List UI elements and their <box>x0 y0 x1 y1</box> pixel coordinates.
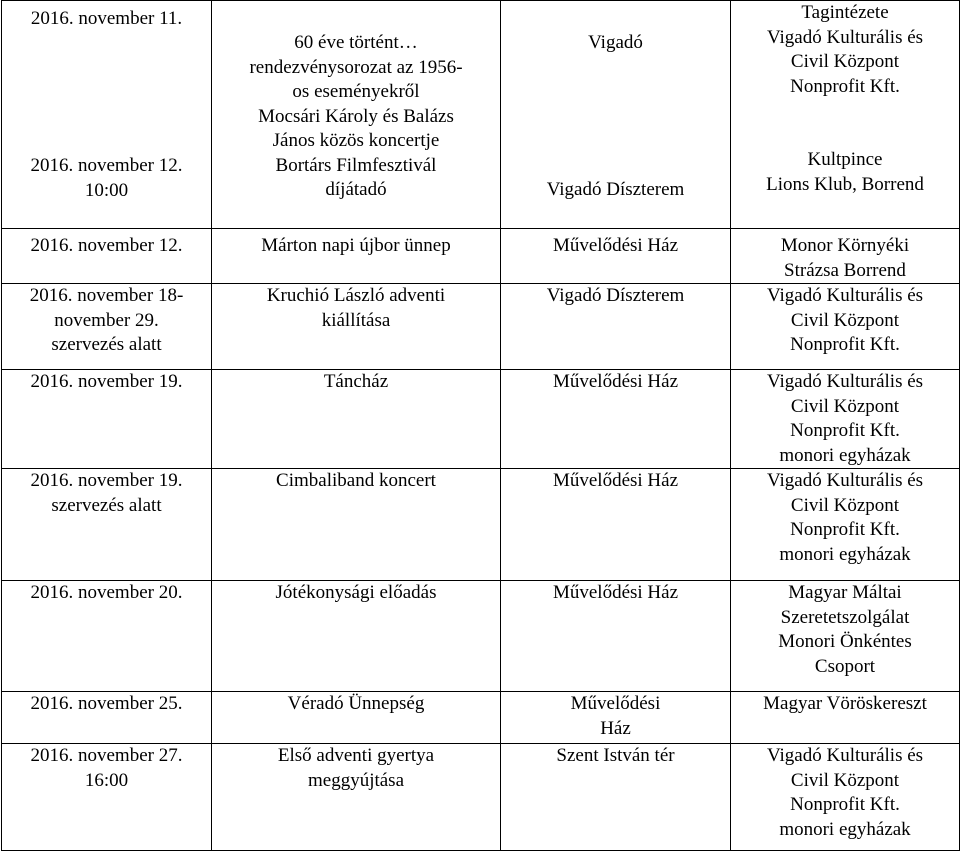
organizer-line: Kultpince <box>807 149 883 170</box>
cell-event <box>212 692 501 744</box>
venue-line <box>504 105 727 130</box>
organizer-line: monori egyházak <box>779 818 911 840</box>
cell-venue <box>501 469 731 581</box>
cell-date <box>2 744 212 851</box>
table-row <box>2 744 960 851</box>
organizer-line: Strázsa Borrend <box>784 259 906 281</box>
cell-venue <box>501 581 731 692</box>
table-row <box>2 469 960 581</box>
date-line: szervezés alatt <box>51 334 162 355</box>
event-line: Márton napi újbor ünnep <box>261 235 451 256</box>
table-row <box>2 581 960 692</box>
event-line: János közös koncertje <box>272 130 440 151</box>
organizer-line: Csoport <box>814 655 876 677</box>
organizer-line: Vigadó Kulturális és <box>766 285 924 306</box>
venue-line: Vigadó Díszterem <box>546 179 685 200</box>
event-line: Kruchió László adventi <box>266 285 446 306</box>
venue-line: Vigadó <box>588 32 643 53</box>
cell-organizer <box>731 284 960 370</box>
organizer-line: Vigadó Kulturális és <box>766 470 924 491</box>
venue-line: Művelődési Ház <box>552 582 679 603</box>
event-line: 60 éve történt… <box>294 32 418 53</box>
cell-event <box>212 370 501 469</box>
table-row <box>2 229 960 284</box>
organizer-line: Vigadó Kulturális és <box>766 371 924 392</box>
date-line <box>5 56 208 81</box>
date-line <box>5 81 208 106</box>
organizer-line: Lions Klub, Borrend <box>766 173 924 195</box>
event-line: Bortárs Filmfesztivál <box>275 154 437 176</box>
cell-venue <box>501 1 731 229</box>
date-line <box>5 105 208 130</box>
cell-date <box>2 692 212 744</box>
venue-line <box>504 80 727 105</box>
organizer-line: Nonprofit Kft. <box>790 519 900 540</box>
event-line: Első adventi gyertya <box>277 745 435 766</box>
date-line: 2016. november 12. <box>30 155 183 176</box>
date-line: 16:00 <box>84 769 129 791</box>
cell-venue <box>501 284 731 370</box>
event-line: Véradó Ünnepség <box>287 693 425 714</box>
event-line: os eseményekről <box>292 81 420 102</box>
cell-organizer <box>731 692 960 744</box>
date-line: 2016. november 11. <box>30 8 183 29</box>
date-line: 2016. november 20. <box>30 582 183 603</box>
table-row <box>2 284 960 370</box>
date-line: 2016. november 18- <box>29 285 184 306</box>
organizer-line: Nonprofit Kft. <box>790 334 900 355</box>
organizer-line: Civil Központ <box>790 494 900 516</box>
venue-line: Művelődési <box>570 693 661 714</box>
cell-venue <box>501 229 731 284</box>
cell-event <box>212 744 501 851</box>
venue-line <box>504 56 727 81</box>
venue-line <box>504 129 727 154</box>
date-line: november 29. <box>54 309 159 331</box>
date-line <box>5 130 208 155</box>
organizer-line: Nonprofit Kft. <box>790 75 900 97</box>
cell-organizer <box>731 581 960 692</box>
organizer-line <box>734 99 956 124</box>
organizer-line: Vigadó Kulturális és <box>766 26 924 48</box>
cell-date <box>2 1 212 229</box>
cell-organizer <box>731 1 960 229</box>
organizer-line: Monori Önkéntes <box>778 631 912 652</box>
organizer-line: Civil Központ <box>790 395 900 417</box>
cell-date <box>2 229 212 284</box>
cell-venue <box>501 692 731 744</box>
date-line: 2016. november 25. <box>30 693 183 714</box>
cell-date <box>2 284 212 370</box>
table-row <box>2 1 960 229</box>
cell-event <box>212 469 501 581</box>
cell-venue <box>501 744 731 851</box>
venue-line: Szent István tér <box>556 745 675 766</box>
event-line: díjátadó <box>325 179 387 200</box>
venue-line: Művelődési Ház <box>552 470 679 491</box>
events-table-body <box>2 1 960 851</box>
event-line: kiállítása <box>321 309 391 331</box>
organizer-line: Civil Központ <box>790 769 900 791</box>
table-row <box>2 370 960 469</box>
organizer-line: Civil Központ <box>790 309 900 331</box>
cell-date <box>2 469 212 581</box>
events-table <box>1 0 960 851</box>
organizer-line: Szeretetszolgálat <box>780 606 910 628</box>
cell-date <box>2 370 212 469</box>
venue-line: Művelődési Ház <box>552 235 679 256</box>
organizer-line: Monor Környéki <box>780 235 910 256</box>
organizer-line: monori egyházak <box>779 444 911 466</box>
organizer-line: Magyar Vöröskereszt <box>763 693 927 714</box>
organizer-line: Vigadó Kulturális és <box>766 745 924 766</box>
event-line: Mocsári Károly és Balázs <box>258 105 454 127</box>
event-line: Táncház <box>323 371 389 392</box>
venue-line: Ház <box>600 717 631 739</box>
organizer-line: Civil Központ <box>790 51 900 72</box>
organizer-line: Tagintézete <box>801 2 889 23</box>
cell-organizer <box>731 229 960 284</box>
date-line <box>5 32 208 57</box>
cell-event <box>212 229 501 284</box>
event-line: Jótékonysági előadás <box>275 582 437 603</box>
cell-event <box>212 284 501 370</box>
organizer-line: Nonprofit Kft. <box>790 794 900 815</box>
cell-venue <box>501 370 731 469</box>
cell-date <box>2 581 212 692</box>
date-line: 2016. november 19. <box>30 470 183 491</box>
cell-organizer <box>731 370 960 469</box>
event-line: Cimbaliband koncert <box>276 470 436 491</box>
table-row <box>2 692 960 744</box>
date-line: 2016. november 19. <box>30 371 183 392</box>
cell-event <box>212 581 501 692</box>
date-line: 2016. november 27. <box>30 745 183 766</box>
cell-event <box>212 1 501 229</box>
cell-organizer <box>731 744 960 851</box>
venue-line <box>504 154 727 179</box>
venue-line: Művelődési Ház <box>552 371 679 392</box>
organizer-line: Magyar Máltai <box>788 582 902 603</box>
date-line: 10:00 <box>84 179 129 201</box>
date-line: szervezés alatt <box>51 494 162 516</box>
organizer-line: Nonprofit Kft. <box>790 420 900 441</box>
event-line: rendezvénysorozat az 1956- <box>249 56 463 78</box>
organizer-line: monori egyházak <box>779 543 911 565</box>
venue-line: Vigadó Díszterem <box>546 285 685 306</box>
event-line: meggyújtása <box>307 769 405 791</box>
cell-organizer <box>731 469 960 581</box>
date-line: 2016. november 12. <box>30 235 183 256</box>
organizer-line <box>734 124 956 149</box>
